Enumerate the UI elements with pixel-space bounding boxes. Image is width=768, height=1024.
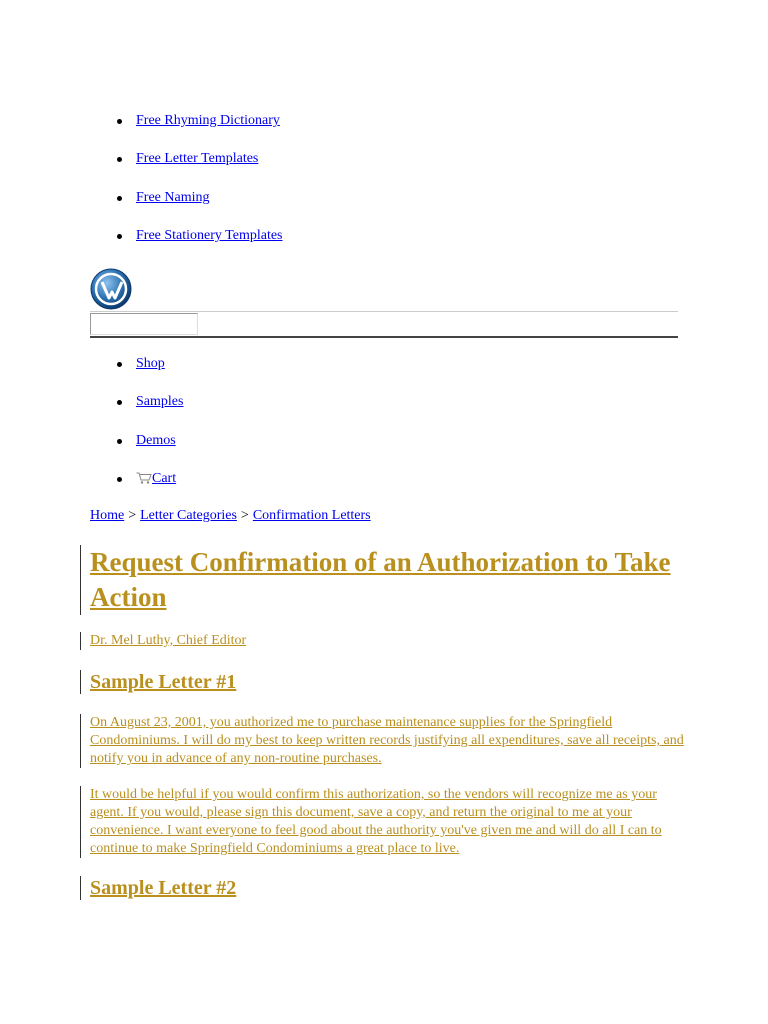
cart-icon xyxy=(136,472,152,484)
list-item xyxy=(136,189,283,207)
sample-letter-1-paragraph-1 xyxy=(80,714,690,768)
shop-link[interactable]: Shop xyxy=(136,356,165,371)
demos-link[interactable]: Demos xyxy=(136,432,176,448)
list-item xyxy=(136,150,283,168)
author-line xyxy=(80,632,690,650)
sample-letter-1-paragraph-2 xyxy=(80,786,690,858)
nav-item-samples xyxy=(136,393,183,411)
free-rhyming-dictionary-link[interactable]: Free Rhyming Dictionary xyxy=(136,113,280,128)
main-nav xyxy=(117,355,183,508)
free-naming-link[interactable]: Free Naming xyxy=(136,189,210,205)
sample-letter-2-link[interactable]: Sample Letter #2 xyxy=(90,877,237,899)
nav-item-shop xyxy=(136,355,183,373)
breadcrumb-letter-categories-link[interactable]: Letter Categories xyxy=(140,508,237,523)
list-item xyxy=(136,227,283,245)
breadcrumb xyxy=(90,507,371,525)
nav-item-demos xyxy=(136,432,183,450)
breadcrumb-confirmation-letters-link[interactable]: Confirmation Letters xyxy=(252,508,371,523)
sample-letter-1-heading xyxy=(80,670,690,694)
nav-item-cart xyxy=(136,470,183,488)
paragraph-link[interactable]: It would be helpful if you would confirm this authorization, so the vendors will recognize me as your agent. If you would, please sign this document, save a copy, and return the original to me at your convenience. I want everyone to feel good about the authority you've given me and will do all I can to continue to make Springfield Condominiums a great place to live. xyxy=(90,787,662,856)
breadcrumb-separator: > xyxy=(128,508,137,523)
sample-letter-2-heading xyxy=(80,876,690,900)
sample-letter-1-link[interactable]: Sample Letter #1 xyxy=(90,671,237,693)
cart-label: Cart xyxy=(152,470,177,486)
page-title-link[interactable]: Request Confirmation of an Authorization to Take Action xyxy=(90,547,671,612)
cart-link[interactable] xyxy=(136,471,176,486)
free-stationery-templates-link[interactable]: Free Stationery Templates xyxy=(136,227,283,243)
list-item xyxy=(136,112,283,130)
breadcrumb-home-link[interactable]: Home xyxy=(90,508,125,523)
search-bar xyxy=(90,311,678,338)
page-title xyxy=(80,545,690,615)
breadcrumb-separator: > xyxy=(240,508,249,523)
paragraph-link[interactable]: On August 23, 2001, you authorized me to purchase maintenance supplies for the Springfield Condominiums. I will do my best to keep written records justifying all expenditures, save all receipts, and notify you in advance of any non-routine purchases. xyxy=(90,715,684,766)
site-logo-icon[interactable] xyxy=(90,268,132,310)
top-links-list xyxy=(117,112,283,265)
samples-link[interactable]: Samples xyxy=(136,394,184,410)
search-input[interactable] xyxy=(90,313,198,335)
author-link[interactable]: Dr. Mel Luthy, Chief Editor xyxy=(90,633,247,648)
free-letter-templates-link[interactable]: Free Letter Templates xyxy=(136,151,259,167)
